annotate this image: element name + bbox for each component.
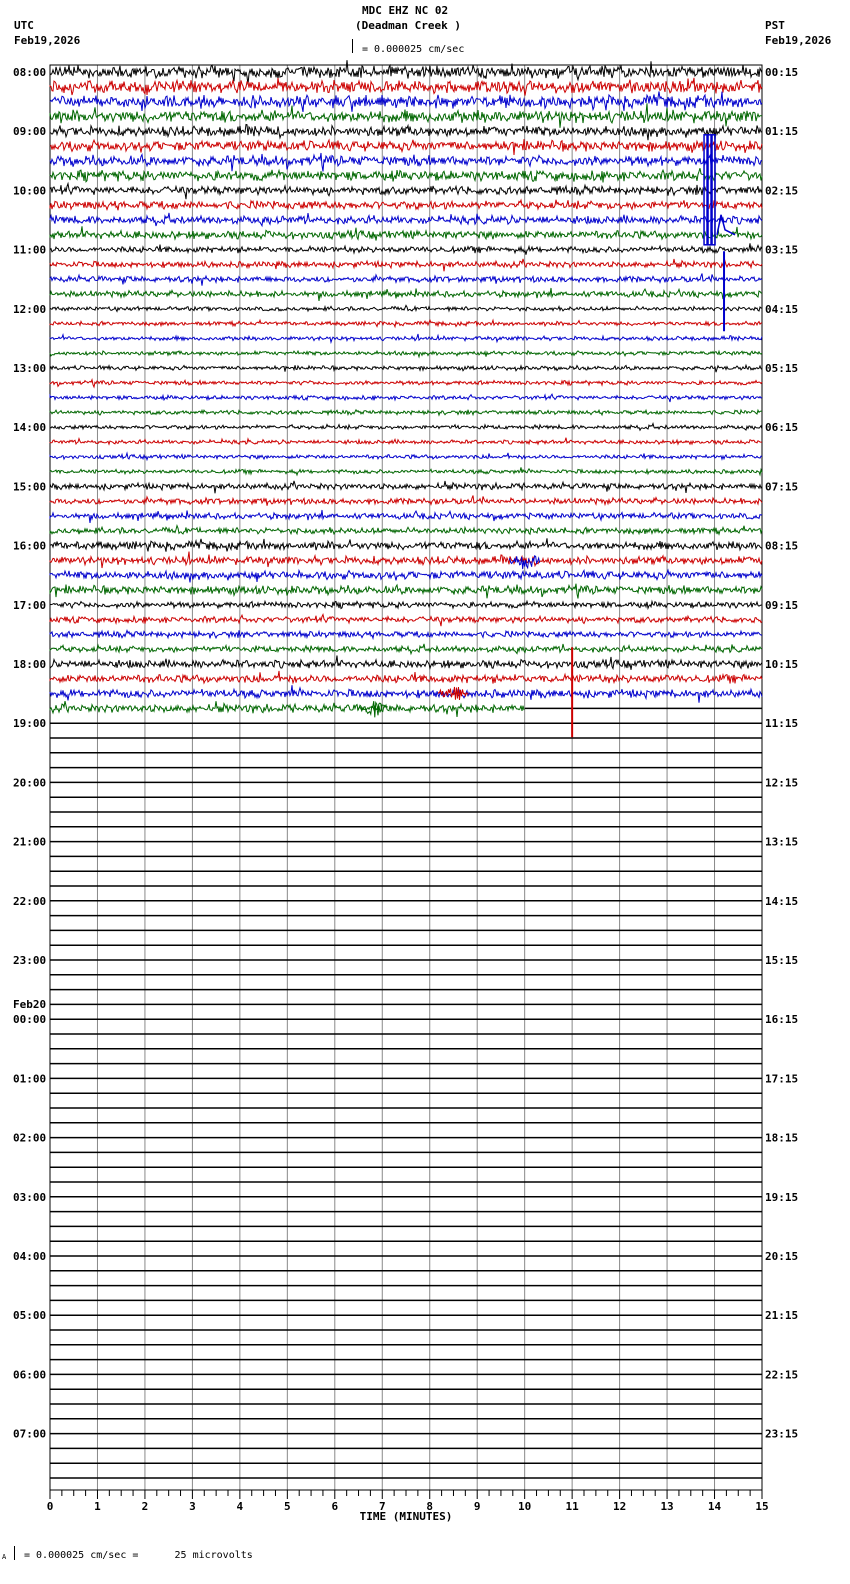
seismic-trace <box>50 496 762 506</box>
pst-hour-label: 00:15 <box>765 66 799 79</box>
pst-hour-label: 22:15 <box>765 1368 799 1382</box>
seismic-trace <box>50 467 762 475</box>
pst-hour-label: 03:15 <box>765 243 799 257</box>
x-tick-label: 5 <box>284 1500 291 1513</box>
pst-hour-label: 19:15 <box>765 1190 799 1204</box>
seismic-trace <box>50 365 762 372</box>
x-tick-label: 9 <box>473 1500 481 1513</box>
seismic-trace <box>50 226 762 240</box>
seismic-trace <box>50 139 762 155</box>
seismic-trace <box>50 243 762 254</box>
seismic-trace <box>50 259 762 271</box>
pst-hour-label: 21:15 <box>765 1309 799 1323</box>
x-tick-label: 3 <box>189 1500 196 1513</box>
utc-hour-label: 19:00 <box>13 717 47 731</box>
utc-hour-label: 17:00 <box>13 598 47 612</box>
x-tick-label: 8 <box>426 1500 434 1513</box>
seismic-trace <box>50 274 762 286</box>
utc-hour-label: 09:00 <box>13 125 47 139</box>
pst-hour-label: 12:15 <box>765 776 799 790</box>
seismic-trace <box>50 615 762 627</box>
left-date: Feb19,2026 <box>14 34 81 47</box>
pst-hour-label: 23:15 <box>765 1427 799 1441</box>
seismic-trace <box>50 538 762 551</box>
x-tick-label: 6 <box>331 1500 339 1513</box>
pst-hour-label: 16:15 <box>765 1013 799 1027</box>
x-tick-label: 15 <box>755 1500 769 1513</box>
x-tick-label: 10 <box>518 1500 532 1513</box>
utc-hour-label: 16:00 <box>13 539 47 553</box>
seismic-trace <box>50 570 762 582</box>
pst-hour-label: 13:15 <box>765 835 799 849</box>
x-tick-label: 11 <box>565 1500 579 1513</box>
x-tick-label: 12 <box>612 1500 627 1513</box>
pst-hour-label: 08:15 <box>765 539 799 553</box>
footer-scale-label: = 0.000025 cm/sec = 25 microvolts <box>24 1550 253 1561</box>
seismic-trace <box>50 438 762 445</box>
seismic-trace <box>50 424 762 431</box>
seismic-trace <box>50 320 762 327</box>
seismic-trace <box>50 685 762 703</box>
utc-hour-label: 15:00 <box>13 480 47 494</box>
utc-hour-label: 21:00 <box>13 835 47 849</box>
x-tick-label: 1 <box>94 1500 101 1513</box>
station-location: (Deadman Creek ) <box>355 19 461 32</box>
seismic-trace <box>50 394 762 402</box>
footer-scale-bar-icon <box>14 1546 15 1560</box>
event-burst <box>358 701 388 717</box>
utc-hour-label: 00:00 <box>13 1013 47 1027</box>
pst-hour-label: 07:15 <box>765 480 799 494</box>
seismic-trace <box>50 630 762 638</box>
pst-hour-label: 14:15 <box>765 894 799 908</box>
date-change-label: Feb20 <box>13 998 47 1012</box>
seismic-trace <box>50 380 762 387</box>
utc-hour-label: 07:00 <box>13 1427 47 1441</box>
x-tick-label: 14 <box>707 1500 722 1513</box>
footer-marker: A <box>2 1553 7 1561</box>
seismic-trace <box>50 453 762 460</box>
pst-hour-label: 20:15 <box>765 1250 799 1263</box>
pst-hour-label: 04:15 <box>765 302 799 316</box>
x-tick-label: 7 <box>378 1500 386 1513</box>
utc-hour-label: 14:00 <box>13 421 47 435</box>
pst-hour-label: 11:15 <box>765 717 799 731</box>
left-timezone: UTC <box>14 19 34 32</box>
seismic-trace <box>50 671 762 684</box>
x-tick-label: 0 <box>46 1500 54 1513</box>
x-tick-label: 13 <box>660 1500 674 1513</box>
x-tick-label: 4 <box>236 1500 244 1513</box>
utc-hour-label: 11:00 <box>13 243 47 257</box>
utc-hour-label: 06:00 <box>13 1368 47 1382</box>
seismic-trace <box>50 552 762 568</box>
seismic-trace <box>50 288 762 301</box>
utc-hour-label: 10:00 <box>13 184 47 198</box>
seismic-trace <box>50 410 762 415</box>
utc-hour-label: 22:00 <box>13 894 47 908</box>
right-timezone: PST <box>765 19 785 32</box>
seismic-trace <box>50 656 762 670</box>
pst-hour-label: 05:15 <box>765 362 799 375</box>
x-axis-label: TIME (MINUTES) <box>359 1510 453 1523</box>
utc-hour-label: 04:00 <box>13 1250 47 1263</box>
utc-hour-label: 13:00 <box>13 362 47 375</box>
pst-hour-label: 02:15 <box>765 184 799 198</box>
seismic-trace <box>50 510 762 523</box>
seismic-trace <box>50 60 762 84</box>
seismic-trace <box>50 200 762 211</box>
seismic-trace <box>50 481 762 493</box>
utc-hour-label: 01:00 <box>13 1072 47 1086</box>
utc-hour-label: 08:00 <box>13 66 47 79</box>
pst-hour-label: 10:15 <box>765 658 799 671</box>
seismic-trace <box>50 351 762 357</box>
pst-hour-label: 09:15 <box>765 598 799 612</box>
seismic-trace <box>50 92 762 112</box>
utc-hour-label: 12:00 <box>13 302 47 316</box>
utc-hour-label: 23:00 <box>13 954 47 967</box>
seismic-trace <box>50 584 762 599</box>
seismic-trace <box>50 168 762 182</box>
pst-hour-label: 15:15 <box>765 954 799 967</box>
utc-hour-label: 03:00 <box>13 1190 47 1204</box>
pst-hour-label: 06:15 <box>765 421 799 435</box>
seismic-trace <box>50 601 762 608</box>
x-tick-label: 2 <box>141 1500 149 1513</box>
pst-hour-label: 01:15 <box>765 125 799 139</box>
utc-hour-label: 02:00 <box>13 1131 47 1145</box>
right-date: Feb19,2026 <box>765 34 832 47</box>
seismic-trace <box>50 103 762 128</box>
scale-label: = 0.000025 cm/sec <box>362 44 465 55</box>
seismic-trace <box>50 213 762 226</box>
utc-hour-label: 05:00 <box>13 1309 47 1323</box>
pst-hour-label: 18:15 <box>765 1131 799 1145</box>
event-pulse <box>708 135 711 245</box>
utc-hour-label: 20:00 <box>13 776 47 790</box>
seismic-trace <box>50 125 762 141</box>
seismic-trace <box>50 644 762 654</box>
seismic-trace <box>50 334 762 342</box>
station-title: MDC EHZ NC 02 <box>362 4 449 17</box>
utc-hour-label: 18:00 <box>13 658 47 671</box>
seismic-trace <box>50 184 762 200</box>
pst-hour-label: 17:15 <box>765 1072 799 1086</box>
seismic-trace <box>50 78 762 96</box>
seismic-trace <box>50 153 762 171</box>
seismic-trace <box>50 526 762 535</box>
seismic-trace <box>50 305 762 311</box>
